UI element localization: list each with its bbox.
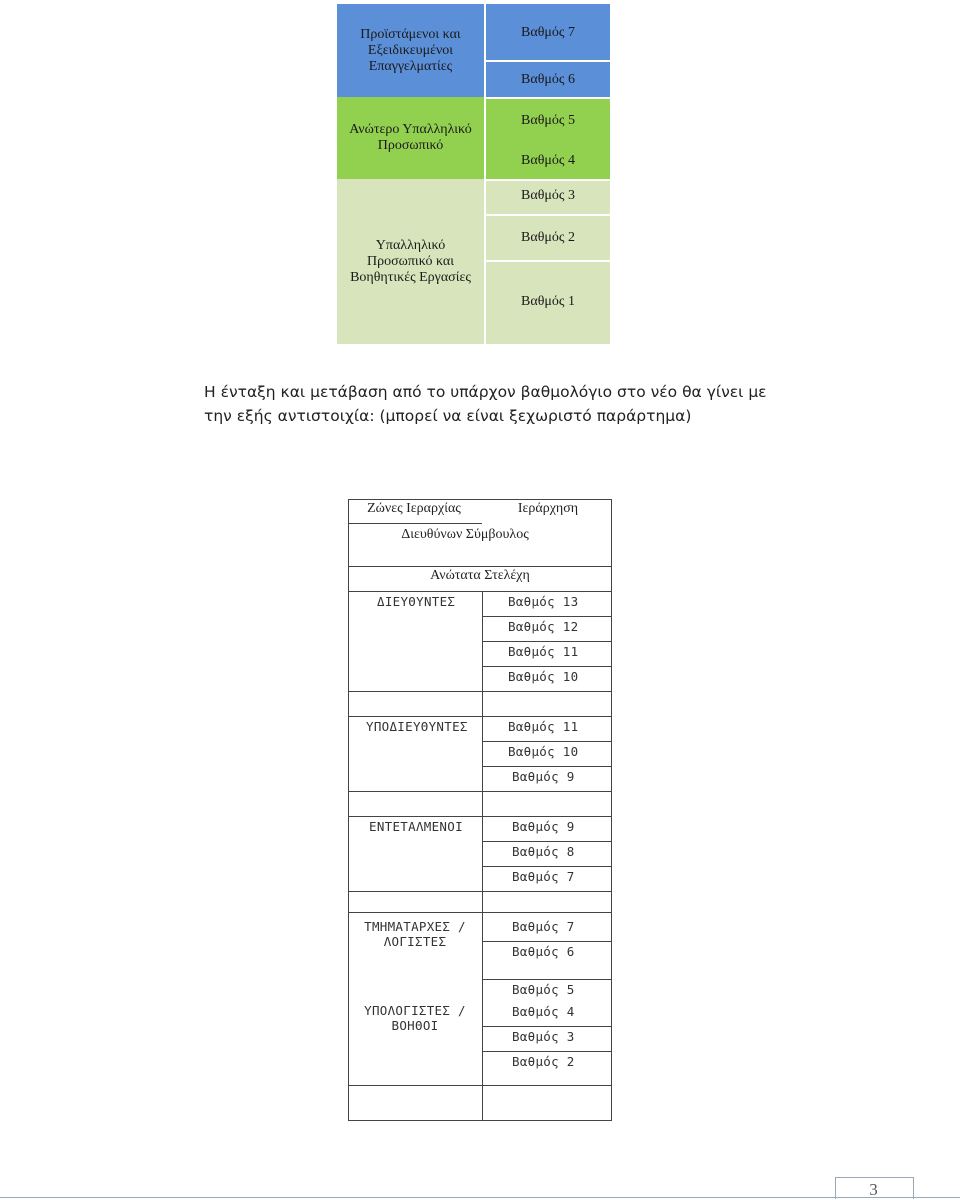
column-divider [482, 591, 483, 1121]
row-divider [486, 60, 610, 62]
assistants-label-line-2: ΒΟΗΘΟΙ [391, 1018, 439, 1033]
grade-cell: Βαθμός 12 [508, 619, 579, 634]
divider [348, 691, 612, 692]
zone-managers-label: Προϊστάμενοι και Εξειδικευμένοι Επαγγελματίες [360, 26, 461, 74]
zone-clerical-staff-label: Υπαλληλικό Προσωπικό και Βοηθητικές Εργασίες [350, 237, 471, 285]
deputy-directors-label: ΥΠΟΔΙΕΥΘΥΝΤΕΣ [366, 719, 468, 734]
hierarchy-table [348, 499, 612, 1121]
grade-cell: Βαθμός 3 [512, 1029, 575, 1044]
grade-cell: Βαθμός 11 [508, 719, 579, 734]
grade-cell: Βαθμός 8 [512, 844, 575, 859]
divider [482, 766, 612, 767]
divider [482, 741, 612, 742]
assistants-label-line-1: ΥΠΟΛΟΓΙΣΤΕΣ / [364, 1003, 466, 1018]
grade-6-label: Βαθμός 6 [521, 72, 575, 87]
grade-3-label: Βαθμός 3 [521, 188, 575, 203]
grade-cell: Βαθμός 10 [508, 669, 579, 684]
assistants-label [348, 1003, 482, 1033]
zone-clerical-staff-cell [337, 179, 484, 344]
divider [348, 591, 612, 592]
divider [482, 941, 612, 942]
grade-cell: Βαθμός 10 [508, 744, 579, 759]
row-divider [486, 214, 610, 216]
grade-cell: Βαθμός 9 [512, 819, 575, 834]
divider [348, 912, 612, 913]
divider [348, 1085, 612, 1086]
divider [348, 716, 612, 717]
divider [482, 979, 612, 980]
grade-cell: Βαθμός 4 [512, 1004, 575, 1019]
divider [482, 616, 612, 617]
row-divider [486, 97, 610, 99]
grade-cell: Βαθμός 5 [512, 982, 575, 997]
grade-cell: Βαθμός 7 [512, 919, 575, 934]
grade-1-label: Βαθμός 1 [521, 294, 575, 309]
board-label: Διευθύνων Σύμβουλος [401, 527, 529, 542]
grade-5-label: Βαθμός 5 [521, 113, 575, 128]
page-number: 3 [869, 1180, 878, 1199]
executives-label: Ανώτατα Στελέχη [430, 568, 530, 583]
divider [348, 891, 612, 892]
heads-label-line-2: ΛΟΓΙΣΤΕΣ [383, 934, 447, 949]
header-rank: Ιεράρχηση [517, 501, 579, 516]
header-zones: Ζώνες Ιεραρχίας [367, 501, 461, 516]
officers-label: ΕΝΤΕΤΑΛΜΕΝΟΙ [369, 819, 463, 834]
zone-senior-staff-label: Ανώτερο Υπαλληλικό Προσωπικό [349, 122, 472, 153]
grade-7-label: Βαθμός 7 [521, 25, 575, 40]
heads-label [348, 919, 482, 949]
footer-rule [0, 1197, 960, 1198]
grade-2-label: Βαθμός 2 [521, 230, 575, 245]
divider [482, 866, 612, 867]
divider [482, 1026, 612, 1027]
zone-senior-staff-cell [337, 97, 484, 179]
divider [348, 791, 612, 792]
grade-4-label: Βαθμός 4 [521, 153, 575, 168]
row-divider [486, 179, 610, 181]
grade-cell: Βαθμός 2 [512, 1054, 575, 1069]
grade-cell: Βαθμός 6 [512, 944, 575, 959]
divider [348, 523, 482, 524]
grade-cell: Βαθμός 13 [508, 594, 579, 609]
divider [482, 1051, 612, 1052]
divider [348, 566, 612, 567]
paragraph-line-1: Η ένταξη και μετάβαση από το υπάρχον βαθμολόγιο στο νέο θα γίνει με [204, 383, 767, 401]
grade-zones-table [337, 4, 610, 344]
zone-managers-cell [337, 4, 484, 97]
transition-paragraph [204, 380, 844, 428]
directors-label: ΔΙΕΥΘΥΝΤΕΣ [377, 594, 456, 609]
grade-cell: Βαθμός 11 [508, 644, 579, 659]
row-divider [486, 260, 610, 262]
grade-cell: Βαθμός 7 [512, 869, 575, 884]
heads-label-line-1: ΤΜΗΜΑΤΑΡΧΕΣ / [364, 919, 466, 934]
paragraph-line-2: την εξής αντιστοιχία: (μπορεί να είναι ξεχωριστό παράρτημα) [204, 407, 692, 425]
divider [482, 666, 612, 667]
divider [348, 816, 612, 817]
grade-cell: Βαθμός 9 [512, 769, 575, 784]
divider [482, 641, 612, 642]
divider [482, 841, 612, 842]
